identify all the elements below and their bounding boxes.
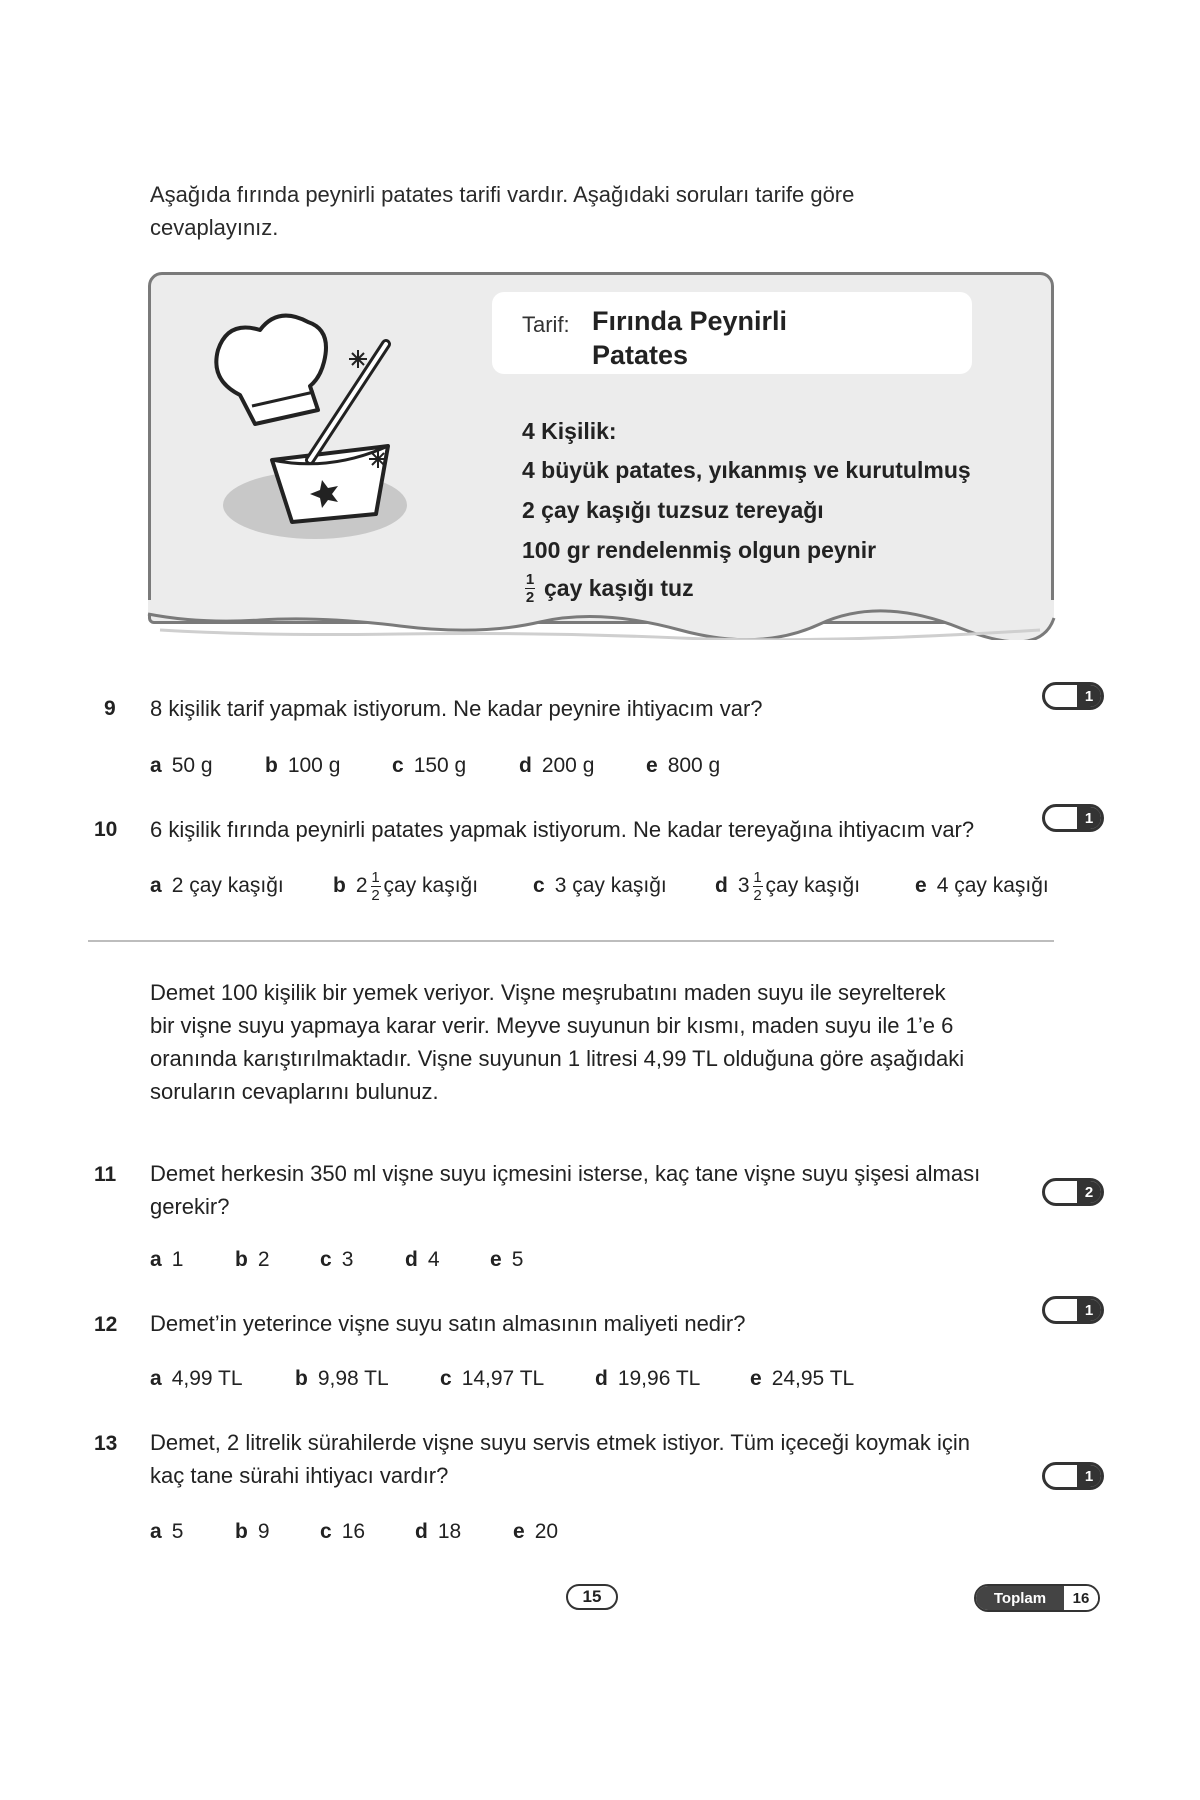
option-letter: a: [150, 1520, 162, 1543]
sparkle-icon-top: [349, 350, 367, 368]
question-10-options: [150, 866, 1065, 906]
option-text: 2: [257, 1248, 270, 1271]
option-a[interactable]: [150, 754, 265, 778]
fraction-denominator: 2: [371, 886, 380, 904]
option-text: çay kaşığı: [189, 874, 284, 897]
intro-text: [150, 178, 990, 244]
ingredient-3: 100 gr rendelenmiş olgun peynir: [522, 537, 877, 563]
score-value: 1: [1077, 1299, 1101, 1321]
option-e[interactable]: [490, 1248, 575, 1272]
option-e[interactable]: [915, 874, 1065, 898]
question-13-line-2: kaç tane sürahi ihtiyacı vardır?: [150, 1463, 449, 1488]
option-letter: c: [320, 1248, 332, 1271]
page-number: 15: [566, 1584, 618, 1610]
option-b[interactable]: [295, 1367, 440, 1391]
section-divider: [88, 940, 1054, 942]
question-11-options: [150, 1248, 575, 1272]
question-13-score-badge: [1042, 1462, 1104, 1490]
question-13-options: [150, 1520, 608, 1544]
question-11-text: [150, 1157, 1020, 1223]
option-text: 16: [341, 1520, 366, 1543]
option-text: 18: [437, 1520, 462, 1543]
option-letter: d: [595, 1367, 608, 1390]
option-letter: b: [235, 1248, 248, 1271]
total-label: Toplam: [976, 1586, 1064, 1610]
question-9-options: [150, 754, 773, 778]
recipe-serves: 4 Kişilik:: [522, 418, 617, 444]
option-letter: b: [333, 874, 346, 897]
question-9-number: 9: [104, 697, 116, 720]
option-whole: 2: [171, 874, 184, 897]
option-text: 4,99 TL: [171, 1367, 243, 1390]
option-letter: e: [750, 1367, 762, 1390]
question-9-score-badge: [1042, 682, 1104, 710]
question-13-number: 13: [94, 1432, 118, 1455]
recipe-label: Tarif:: [522, 312, 570, 337]
option-text: 24,95 TL: [771, 1367, 855, 1390]
total-score-badge: [974, 1584, 1100, 1612]
option-letter: d: [415, 1520, 428, 1543]
recipe-name: [592, 304, 852, 372]
option-text: 5: [171, 1520, 184, 1543]
salt-fraction: [525, 572, 535, 605]
option-whole: 2: [355, 874, 368, 897]
option-text: 100 g: [287, 754, 341, 777]
option-b[interactable]: [265, 754, 392, 778]
score-value: 1: [1077, 807, 1101, 829]
option-c[interactable]: [392, 754, 519, 778]
option-letter: a: [150, 874, 162, 897]
option-whole: 3: [554, 874, 567, 897]
option-text: 150 g: [413, 754, 467, 777]
option-text: 5: [511, 1248, 524, 1271]
option-a[interactable]: [150, 874, 333, 898]
option-c[interactable]: [320, 1248, 405, 1272]
torn-paper-edge: [140, 600, 1062, 640]
question-13-text: [150, 1426, 1050, 1492]
recipe-name-line-1: Fırında Peynirli: [592, 306, 788, 336]
salt-text: çay kaşığı tuz: [544, 575, 694, 601]
score-value: 2: [1077, 1181, 1101, 1203]
question-12-number: 12: [94, 1313, 118, 1336]
question-11-score-badge: [1042, 1178, 1104, 1206]
question-11-line-1: Demet herkesin 350 ml vişne suyu içmesini isterse, kaç tane vişne suyu şişesi alması: [150, 1161, 981, 1186]
passage-line-2: bir vişne suyu yapmaya karar verir. Meyve suyunun bir kısmı, maden suyu ile 1’e 6: [150, 1013, 954, 1038]
option-text: 1: [171, 1248, 184, 1271]
option-letter: d: [519, 754, 532, 777]
chef-hat-icon: [216, 316, 326, 424]
passage-text: [150, 976, 1030, 1108]
option-text: çay kaşığı: [765, 874, 861, 897]
fraction-numerator: 1: [525, 571, 535, 588]
option-c[interactable]: [533, 874, 715, 898]
option-d[interactable]: [415, 1520, 513, 1544]
option-e[interactable]: [646, 754, 773, 778]
question-10-text: 6 kişilik fırında peynirli patates yapmak istiyorum. Ne kadar tereyağına ihtiyacım var?: [150, 817, 975, 842]
mixing-bowl-icon: [272, 446, 388, 522]
option-d[interactable]: [595, 1367, 750, 1391]
score-value: 1: [1077, 685, 1101, 707]
option-text: çay kaşığı: [954, 874, 1049, 897]
fraction-denominator: 2: [753, 886, 762, 904]
passage-line-1: Demet 100 kişilik bir yemek veriyor. Vişne meşrubatını maden suyu ile seyrelterek: [150, 980, 946, 1005]
option-text: 19,96 TL: [617, 1367, 701, 1390]
question-12-options: [150, 1367, 905, 1391]
ingredient-1: 4 büyük patates, yıkanmış ve kurutulmuş: [522, 457, 971, 483]
option-letter: b: [295, 1367, 308, 1390]
option-a[interactable]: [150, 1367, 295, 1391]
option-whole: 3: [737, 874, 750, 897]
option-letter: a: [150, 1248, 162, 1271]
recipe-name-line-2: Patates: [592, 340, 689, 370]
option-a[interactable]: [150, 1520, 235, 1544]
option-letter: c: [320, 1520, 332, 1543]
intro-line-1: Aşağıda fırında peynirli patates tarifi vardır. Aşağıdaki soruları tarife göre: [150, 182, 855, 207]
option-letter: c: [533, 874, 545, 897]
option-letter: d: [715, 874, 728, 897]
option-text: çay kaşığı: [572, 874, 667, 897]
option-letter: c: [440, 1367, 452, 1390]
question-13-line-1: Demet, 2 litrelik sürahilerde vişne suyu servis etmek istiyor. Tüm içeceği koymak için: [150, 1430, 970, 1455]
intro-line-2: cevaplayınız.: [150, 215, 279, 240]
option-letter: e: [490, 1248, 502, 1271]
option-fraction: [753, 870, 763, 903]
option-letter: b: [265, 754, 278, 777]
option-text: çay kaşığı: [383, 874, 479, 897]
option-text: 3: [341, 1248, 354, 1271]
question-9-text: 8 kişilik tarif yapmak istiyorum. Ne kadar peynire ihtiyacım var?: [150, 696, 763, 721]
question-10-score-badge: [1042, 804, 1104, 832]
option-letter: a: [150, 1367, 162, 1390]
passage-line-3: oranında karıştırılmaktadır. Vişne suyunun 1 litresi 4,99 TL olduğuna göre aşağıdaki: [150, 1046, 965, 1071]
fraction-denominator: 2: [525, 589, 535, 606]
ingredient-4: [522, 572, 694, 605]
question-10-number: 10: [94, 818, 118, 841]
fraction-numerator: 1: [371, 868, 380, 886]
option-whole: 4: [936, 874, 949, 897]
question-12-score-badge: [1042, 1296, 1104, 1324]
option-text: 800 g: [667, 754, 721, 777]
option-fraction: [371, 870, 381, 903]
option-text: 200 g: [541, 754, 595, 777]
option-text: 9,98 TL: [317, 1367, 389, 1390]
option-text: 20: [534, 1520, 559, 1543]
option-b[interactable]: [333, 870, 533, 903]
option-text: 50 g: [171, 754, 213, 777]
question-12-text: Demet’in yeterince vişne suyu satın almasının maliyeti nedir?: [150, 1311, 746, 1336]
option-b[interactable]: [235, 1520, 320, 1544]
option-text: 4: [427, 1248, 440, 1271]
option-text: 14,97 TL: [461, 1367, 545, 1390]
fraction-numerator: 1: [753, 868, 762, 886]
option-letter: e: [915, 874, 927, 897]
option-a[interactable]: [150, 1248, 235, 1272]
score-value: 1: [1077, 1465, 1101, 1487]
option-letter: b: [235, 1520, 248, 1543]
question-11-number: 11: [94, 1163, 117, 1186]
option-letter: e: [646, 754, 658, 777]
passage-line-4: soruların cevaplarını bulunuz.: [150, 1079, 439, 1104]
total-value: 16: [1064, 1586, 1098, 1610]
option-c[interactable]: [320, 1520, 415, 1544]
option-c[interactable]: [440, 1367, 595, 1391]
question-11-line-2: gerekir?: [150, 1194, 230, 1219]
option-d[interactable]: [519, 754, 646, 778]
option-letter: d: [405, 1248, 418, 1271]
option-letter: a: [150, 754, 162, 777]
option-b[interactable]: [235, 1248, 320, 1272]
ingredient-2: 2 çay kaşığı tuzsuz tereyağı: [522, 497, 824, 523]
option-letter: c: [392, 754, 404, 777]
option-d[interactable]: [405, 1248, 490, 1272]
option-e[interactable]: [750, 1367, 905, 1391]
option-letter: e: [513, 1520, 525, 1543]
option-e[interactable]: [513, 1520, 608, 1544]
option-text: 9: [257, 1520, 270, 1543]
chef-hat-bowl-illustration: [200, 300, 420, 550]
option-d[interactable]: [715, 870, 915, 903]
